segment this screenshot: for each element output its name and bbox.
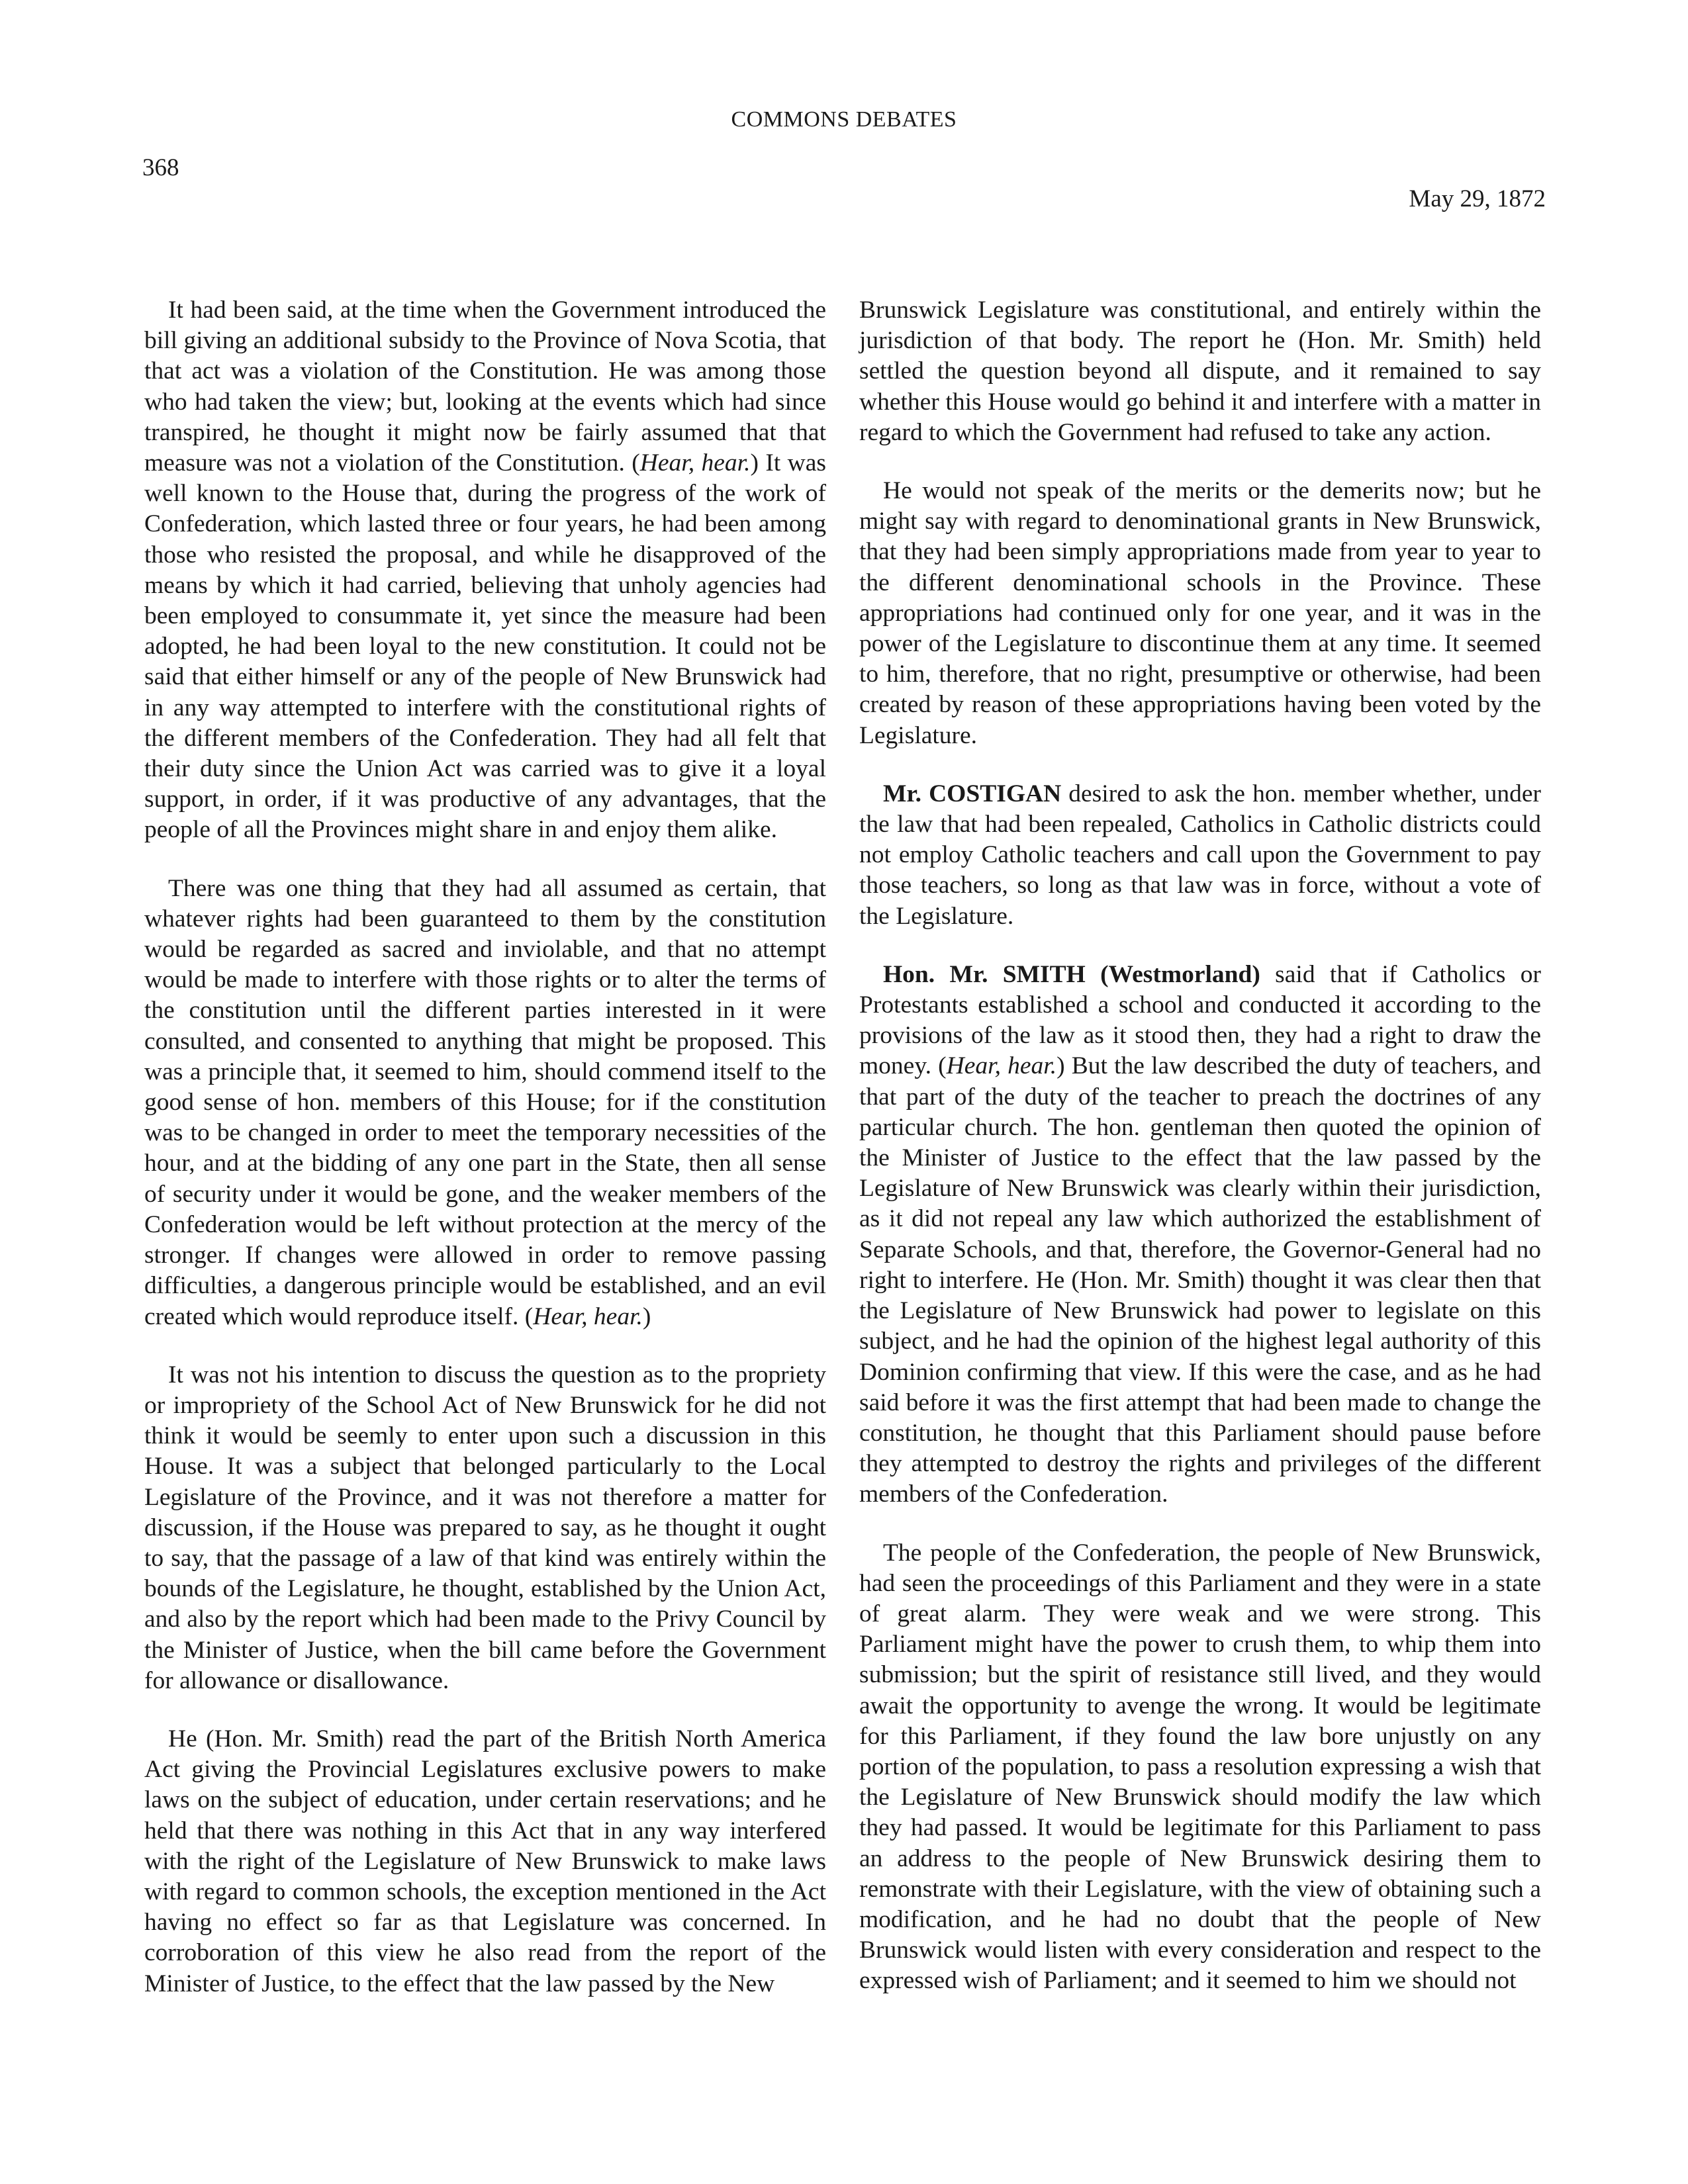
paragraph: The people of the Confederation, the people of New Brunswick, had seen the proceedings of this Parliament and they were in a state of great alarm. They were weak and we were strong. This Parliament might have the power to crush them, to whip them into submission; but the spirit of resistance still lived, and they would await the opportunity to avenge the wrong. It would be legitimate for this Parliament, if they found the law bore unjustly on any portion of the population, to pass a resolution expressing a wish that the Legislature of New Brunswick should modify the law which they had passed. It would be legitimate for this Parliament to pass an address to the people of New Brunswick desiring them to remonstrate with their Legislature, with the view of obtaining such a modification, and he had no doubt that the people of New Brunswick would listen with every consideration and respect to the expressed wish of Parliament; and it seemed to him we should not (859, 1539, 1541, 1995)
paragraph-text: It had been said, at the time when the Government introduced the bill giving an additional subsidy to the Province of Nova Scotia, that that act was a violation of the Constitution. He was among those who had taken the view; but, looking at the events which had since transpired, he thought it might now be fairly assumed that that measure was not a violation of the Constitution. ( (144, 296, 826, 477)
paragraph: He would not speak of the merits or the demerits now; but he might say with regard to denominational grants in New Brunswick, that they had been simply appropriations made from year to year to the different denominational schools in the Province. These appropriations had continued only for one year, and it was in the power of the Legislature to discontinue them at any time. It seemed to him, therefore, that no right, presumptive or otherwise, had been created by reason of these appropriations having been voted by the Legislature. (859, 477, 1541, 749)
paragraph: He (Hon. Mr. Smith) read the part of the British North America Act giving the Provincial Legislatures exclusive powers to make laws on the subject of education, under certain reservations; and he held that there was nothing in this Act that in any way interfered with the right of the Legislature of New Brunswick to make laws with regard to common schools, the exception mentioned in the Act having no effect so far as that Legislature was concerned. In corroboration of this view he also read from the report of the Minister of Justice, to the effect that the law passed by the New (144, 1725, 826, 1997)
paragraph-text: ) But the law described the duty of teachers, and that part of the duty of the teacher to preach the doctrines of any particular church. The hon. gentleman then quoted the opinion of the Minister of Justice to the effect that the law passed by the Legislature of New Brunswick was clearly within their jurisdiction, as it did not repeal any law which authorized the establishment of Separate Schools, and that, therefore, the Governor-General had no right to interfere. He (Hon. Mr. Smith) thought it was clear then that the Legislature of New Brunswick had power to legislate on this subject, and he had the opinion of the highest legal authority of this Dominion confirming that view. If this were the case, and as he had said before it was the first attempt that had been made to change the constitution, he thought that this Parliament should pause before they attempted to destroy the rights and privileges of the different members of the Confederation. (859, 1052, 1542, 1508)
paragraph (859, 779, 1541, 932)
page-number: 368 (142, 154, 179, 181)
paragraph (144, 874, 826, 1332)
right-column (859, 295, 1541, 2025)
paragraph (859, 960, 1541, 1510)
left-column (144, 295, 826, 2027)
speaker-name: Mr. COSTIGAN (883, 780, 1062, 807)
paragraph-continued: Brunswick Legislature was constitutional, and entirely within the jurisdiction of that body. The report he (Hon. Mr. Smith) held settled the question beyond all dispute, and it remained to say whether this House would go behind it and interfere with a matter in regard to which the Government had refused to take any action. (859, 296, 1541, 446)
paragraph-text: ) It was well known to the House that, during the progress of the work of Confederation, which lasted three or four years, he had been among those who resisted the proposal, and while he disapproved of the means by which it had carried, believing that unholy agencies had been employed to consummate it, yet since the measure had been adopted, he had been loyal to the new constitution. It could not be said that either himself or any of the people of New Brunswick had in any way attempted to interfere with the constitutional rights of the different members of the Confederation. They had all felt that their duty since the Union Act was carried was to give it a loyal support, in order, if it was productive of any advantages, that the people of all the Provinces might share in and enjoy them alike. (144, 449, 826, 844)
running-head-title: COMMONS DEBATES (731, 107, 957, 132)
interjection: Hear, hear. (639, 449, 751, 477)
paragraph-text: said that if Catholics or Protestants established a school and conducted it according to the provisions of the law as it stood then, they had a right to draw the money. ( (859, 960, 1541, 1080)
speaker-name: Hon. Mr. SMITH (Westmorland) (883, 960, 1260, 988)
paragraph-text: desired to ask the hon. member whether, under the law that had been repealed, Catholics in Catholic districts could not employ Catholic teachers and call upon the Government to pay those teachers, so long as that law was in force, without a vote of the Legislature. (859, 780, 1542, 930)
interjection: Hear, hear. (533, 1302, 643, 1330)
paragraph-text: There was one thing that they had all assumed as certain, that whatever rights had been guaranteed to them by the constitution would be regarded as sacred and inviolable, and that no attempt would be made to interfere with those rights or to alter the terms of the constitution until the different parties interested in it were consulted, and consented to anything that might be proposed. This was a principle that, it seemed to him, should commend itself to the good sense of hon. members of this House; for if the constitution was to be changed in order to meet the temporary necessities of the hour, and at the bidding of any one part in the State, then all sense of security under it would be gone, and the weaker members of the Confederation would be left without protection at the mercy of the stronger. If changes were allowed in order to remove passing difficulties, a dangerous principle would be established, and an evil created which would reproduce itself. ( (144, 874, 826, 1330)
paragraph: It was not his intention to discuss the question as to the propriety or impropriety of the School Act of New Brunswick for he did not think it would be seemly to enter upon such a discussion in this House. It was a subject that belonged particularly to the Local Legislature of the Province, and it was not therefore a matter for discussion, if the House was prepared to say, as he thought it ought to say, that the passage of a law of that kind was entirely within the bounds of the Legislature, he thought, established by the Union Act, and also by the report which had been made to the Privy Council by the Minister of Justice, when the bill came before the Government for allowance or disallowance. (144, 1361, 826, 1694)
paragraph-text: ) (642, 1302, 651, 1330)
interjection: Hear, hear. (946, 1052, 1057, 1080)
paragraph (144, 295, 826, 846)
page-date: May 29, 1872 (1409, 185, 1546, 212)
